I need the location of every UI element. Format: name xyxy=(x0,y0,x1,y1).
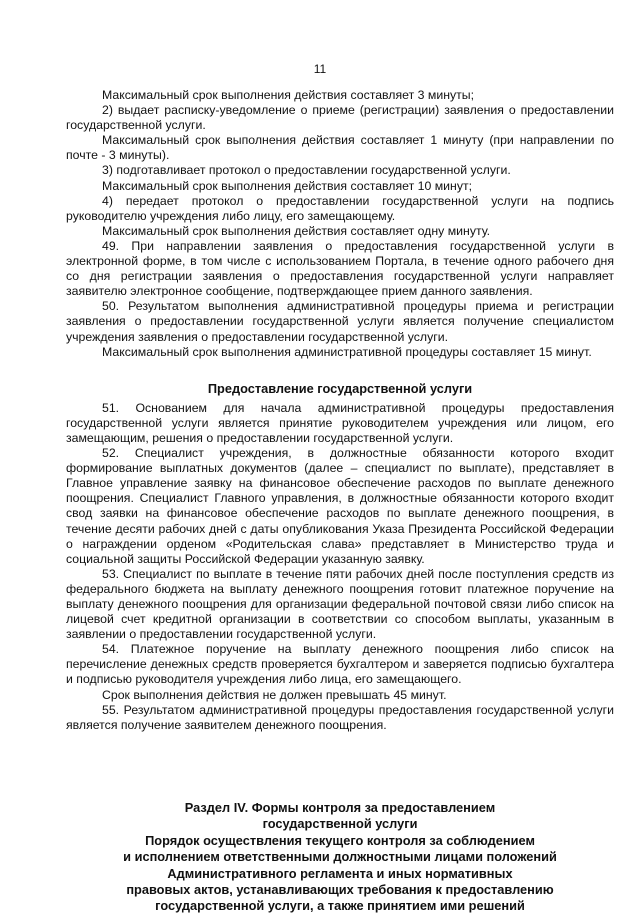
paragraph: 50. Результатом выполнения административной процедуры приема и регистрации заявления о предоставлении государственной услуги является получение специалистом учреждения заявления о предоставлении государственной услуги. xyxy=(66,299,614,344)
paragraph: 53. Специалист по выплате в течение пяти рабочих дней после поступления средств из федерального бюджета на выплату денежного поощрения готовит платежное поручение на выплату денежного поощрения для организации федеральной почтовой связи либо список на лицевой счет кредитной организации в соответствии со способом выплаты, указанным в заявлении о предоставлении государственной услуги. xyxy=(66,566,614,642)
page-number: 11 xyxy=(313,62,327,76)
part-heading xyxy=(66,800,614,915)
paragraph: Максимальный срок выполнения действия составляет 1 минуту (при направлении по почте - 3 минуты). xyxy=(66,133,614,163)
paragraph: 3) подготавливает протокол о предоставлении государственной услуги. xyxy=(102,163,511,178)
body-text xyxy=(66,88,614,733)
paragraph: Максимальный срок выполнения административной процедуры составляет 15 минут. xyxy=(102,344,592,359)
part-heading-line: и исполнением ответственными должностными лицами положений xyxy=(123,849,557,865)
paragraph: 4) передает протокол о предоставлении государственной услуги на подпись руководителю учреждения либо лицу, его замещающему. xyxy=(66,193,614,223)
paragraph: 54. Платежное поручение на выплату денежного поощрения либо список на перечисление денежных средств проверяется бухгалтером и заверяется подписью бухгалтера и подписью руководителя учреждения либо лица, его замещающего. xyxy=(66,642,614,687)
part-heading-line: правовых актов, устанавливающих требования к предоставлению xyxy=(126,882,554,898)
section-heading: Предоставление государственной услуги xyxy=(207,380,473,396)
part-heading-line: Порядок осуществления текущего контроля за соблюдением xyxy=(145,832,535,848)
part-heading-line: государственной услуги, а также принятием ими решений xyxy=(155,898,525,914)
paragraph: 2) выдает расписку-уведомление о приеме (регистрации) заявления о предоставлении государственной услуги. xyxy=(66,103,614,133)
paragraph: Срок выполнения действия не должен превышать 45 минут. xyxy=(102,687,447,702)
paragraph: 49. При направлении заявления о предоставления государственной услуги в электронной форме, в том числе с использованием Портала, в течение одного рабочего дня со дня регистрации заявления о предоставления государственной услуги направляет заявителю электронное сообщение, подтверждающее прием данного заявления. xyxy=(66,238,614,299)
paragraph: 51. Основанием для начала административной процедуры предоставления государственной услуги является принятие руководителем учреждения или лицом, его замещающим, решения о предоставлении государственной услуги. xyxy=(66,400,614,445)
paragraph: Максимальный срок выполнения действия составляет 10 минут; xyxy=(102,178,473,193)
part-heading-line: государственной услуги xyxy=(262,816,418,832)
part-heading-line: Административного регламента и иных нормативных xyxy=(167,865,513,881)
paragraph: 55. Результатом административной процедуры предоставления государственной услуги является получение заявителем денежного поощрения. xyxy=(66,702,614,732)
paragraph: 52. Специалист учреждения, в должностные обязанности которого входит формирование выплатных документов (далее – специалист по выплате), представляет в Главное управление заявку на финансовое обеспечение расходов по выплате денежного поощрения. Специалист Главного управления, в должностные обязанности которого входит свод заявки на финансовое обеспечение расходов по выплате денежного поощрения, в течение десяти рабочих дней с даты опубликования Указа Президента Российской Федерации о награждении орденом «Родительская слава» представляет в Министерство труда и социальной защиты Российской Федерации указанную заявку. xyxy=(66,446,614,566)
paragraph: Максимальный срок выполнения действия составляет 3 минуты; xyxy=(102,88,475,102)
paragraph: Максимальный срок выполнения действия составляет одну минуту. xyxy=(102,223,491,238)
part-heading-line: Раздел IV. Формы контроля за предоставлением xyxy=(184,800,496,815)
